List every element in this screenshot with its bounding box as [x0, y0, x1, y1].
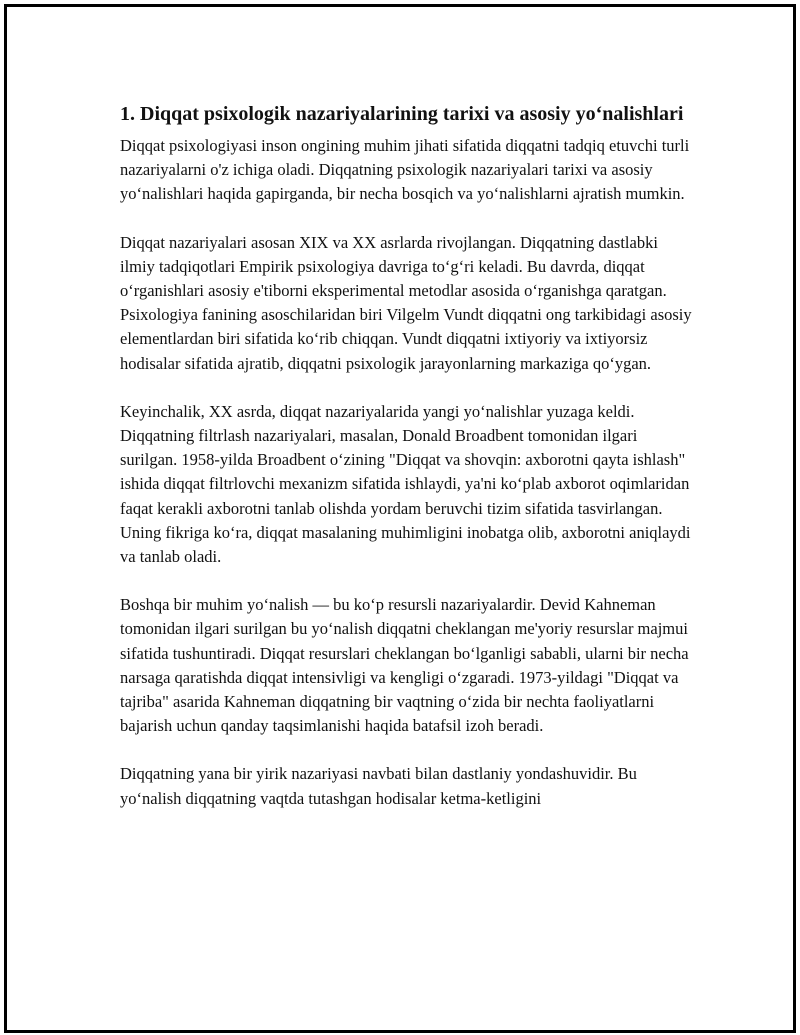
paragraph-filter-theories: Keyinchalik, XX asrda, diqqat nazariyalarida yangi yo‘nalishlar yuzaga keldi. Diqqatning filtrlash nazariyalari, masalan, Donald Broadbent tomonidan ilgari surilgan. 1958-yilda Broadbent o‘zining "Diqqat va shovqin: axborotni qayta ishlash" ishida diqqat filtrlovchi mexanizm sifatida ishlaydi, ya'ni ko‘plab axborot oqimlaridan faqat kerakli axborotni tanlab olishda yordam beruvchi tizim sifatida tasvirlangan. Uning fikriga ko‘ra, diqqat masalaning muhimligini inobatga olib, axborotni aniqlaydi va tanlab oladi.: [120, 401, 691, 567]
paragraph-resource-theories: Boshqa bir muhim yo‘nalish — bu ko‘p resursli nazariyalardir. Devid Kahneman tomonidan ilgari surilgan bu yo‘nalish diqqatni cheklangan me'yoriy resurslar majmui sifatida tushuntiradi. Diqqat resurslari cheklangan bo‘lganligi sababli, ularni bir necha narsaga qaratishda diqqat intensivligi va kengligi o‘zgaradi. 1973-yildagi "Diqqat va tajriba" asarida Kahneman diqqatning bir vaqtning o‘zida bir nechta faoliyatlarni bajarish uchun qanday taqsimlanishi haqida batafsil izoh beradi.: [120, 595, 689, 736]
page-frame: [4, 4, 796, 1033]
paragraph-intro: Diqqat psixologiyasi inson ongining muhim jihati sifatida diqqatni tadqiq etuvchi turli nazariyalarni o'z ichiga oladi. Diqqatning psixologik nazariyalari tarixi va asosiy yo‘nalishlari haqida gapirganda, bir necha bosqich va yo‘nalishlarni ajratish mumkin.: [120, 136, 690, 204]
document-body: [120, 100, 692, 835]
paragraph-history: Diqqat nazariyalari asosan XIX va XX asrlarda rivojlangan. Diqqatning dastlabki ilmiy tadqiqotlari Empirik psixologiya davriga to‘g‘ri keladi. Bu davrda, diqqat o‘rganishlari asosiy e'tiborni eksperimental metodlar asosida o‘rganishga qaratgan. Psixologiya fanining asoschilaridan biri Vilgelm Vundt diqqatni ong tarkibidagi asosiy elementlardan biri sifatida ko‘rib chiqqan. Vundt diqqatni ixtiyoriy va ixtiyorsiz hodisalar sifatida ajratib, diqqatni psixologik jarayonlarning markaziga qo‘ygan.: [120, 232, 692, 373]
section-heading: 1. Diqqat psixologik nazariyalarining tarixi va asosiy yo‘nalishlari: [120, 103, 684, 125]
paragraph-early-approach: Diqqatning yana bir yirik nazariyasi navbati bilan dastlaniy yondashuvidir. Bu yo‘nalish diqqatning vaqtda tutashgan hodisalar ketma-ketligini: [120, 764, 637, 808]
